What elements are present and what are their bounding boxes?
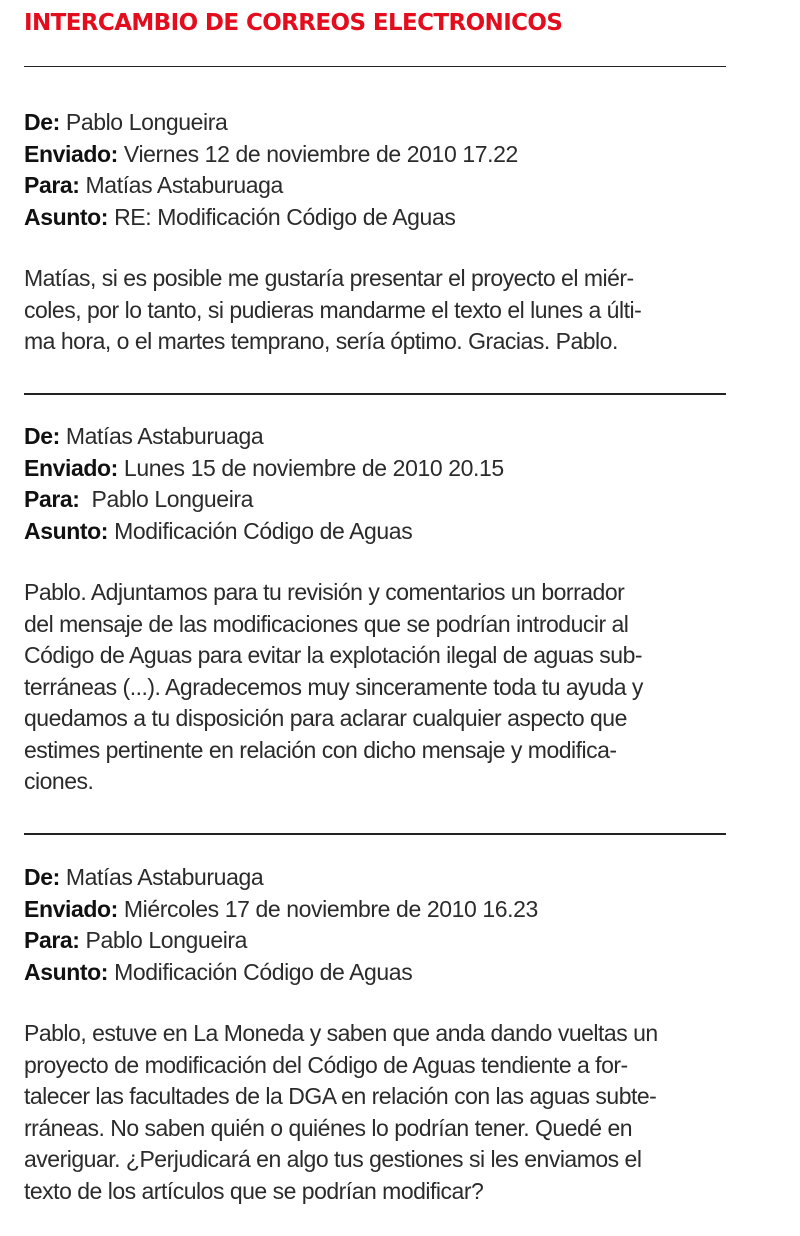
email-body: [24, 1018, 734, 1207]
to-value: Pablo Longueira: [85, 486, 254, 512]
from-label: De:: [24, 864, 60, 890]
from-value: Matías Astaburuaga: [65, 423, 264, 449]
email-body: [24, 577, 734, 798]
from-value: Pablo Longueira: [65, 109, 228, 135]
body-line: Pablo. Adjuntamos para tu revisión y comentarios un borrador: [24, 579, 625, 605]
email-message-3: [24, 862, 734, 1207]
divider: [24, 66, 726, 67]
sent-line: [24, 139, 734, 171]
from-value: Matías Astaburuaga: [65, 864, 264, 890]
body-line: del mensaje de las modificaciones que se podrían introducir al: [24, 610, 629, 637]
from-line: [24, 107, 734, 139]
body-line: coles, por lo tanto, si pudieras mandarme el texto el lunes a últi-: [24, 296, 642, 323]
from-label: De:: [24, 109, 60, 135]
body-line: estimes pertinente en relación con dicho mensaje y modifica-: [24, 736, 617, 763]
sent-line: [24, 453, 734, 485]
sent-value: Miércoles 17 de noviembre de 2010 16.23: [123, 895, 538, 922]
to-line: [24, 925, 734, 957]
body-line: averiguar. ¿Perjudicará en algo tus gestiones si les enviamos el: [24, 1146, 642, 1172]
body-line: Pablo, estuve en La Moneda y saben que anda dando vueltas un: [24, 1020, 658, 1046]
sent-value: Viernes 12 de noviembre de 2010 17.22: [123, 140, 518, 167]
body-line: rráneas. No saben quién o quiénes lo podrían tener. Quedé en: [24, 1114, 633, 1141]
to-value: Matías Astaburuaga: [85, 172, 283, 198]
subject-value: RE: Modificación Código de Aguas: [114, 203, 456, 230]
body-line: texto de los artículos que se podrían modificar?: [24, 1177, 484, 1204]
sent-label: Enviado:: [24, 895, 118, 922]
subject-label: Asunto:: [24, 517, 109, 544]
body-line: ma hora, o el martes temprano, sería óptimo. Gracias. Pablo.: [24, 328, 618, 354]
from-line: [24, 862, 734, 894]
subject-label: Asunto:: [24, 203, 109, 230]
from-label: De:: [24, 423, 60, 449]
to-line: [24, 170, 734, 202]
email-message-2: [24, 421, 734, 798]
body-line: quedamos a tu disposición para aclarar cualquier aspecto que: [24, 705, 627, 731]
sent-value: Lunes 15 de noviembre de 2010 20.15: [123, 454, 504, 481]
from-line: [24, 421, 734, 453]
body-line: talecer las facultades de la DGA en relación con las aguas subte-: [24, 1083, 657, 1109]
divider: [24, 393, 726, 395]
page-title: INTERCAMBIO DE CORREOS ELECTRONICOS: [24, 10, 563, 36]
body-line: Matías, si es posible me gustaría presentar el proyecto el miér-: [24, 265, 634, 291]
body-line: proyecto de modificación del Código de Aguas tendiente a for-: [24, 1051, 628, 1078]
subject-line: [24, 202, 734, 234]
email-message-1: [24, 107, 734, 358]
sent-line: [24, 894, 734, 926]
to-value: Pablo Longueira: [85, 927, 248, 953]
to-line: [24, 484, 734, 516]
body-line: Código de Aguas para evitar la explotación ilegal de aguas sub-: [24, 642, 643, 668]
subject-value: Modificación Código de Aguas: [114, 958, 413, 985]
subject-line: [24, 516, 734, 548]
to-label: Para:: [24, 172, 80, 198]
subject-value: Modificación Código de Aguas: [114, 517, 413, 544]
sent-label: Enviado:: [24, 454, 118, 481]
subject-line: [24, 957, 734, 989]
to-label: Para:: [24, 486, 80, 512]
body-line: ciones.: [24, 768, 94, 794]
to-label: Para:: [24, 927, 80, 953]
email-body: [24, 263, 734, 358]
divider: [24, 833, 726, 835]
sent-label: Enviado:: [24, 140, 118, 167]
body-line: terráneas (...). Agradecemos muy sinceramente toda tu ayuda y: [24, 673, 643, 700]
subject-label: Asunto:: [24, 958, 109, 985]
